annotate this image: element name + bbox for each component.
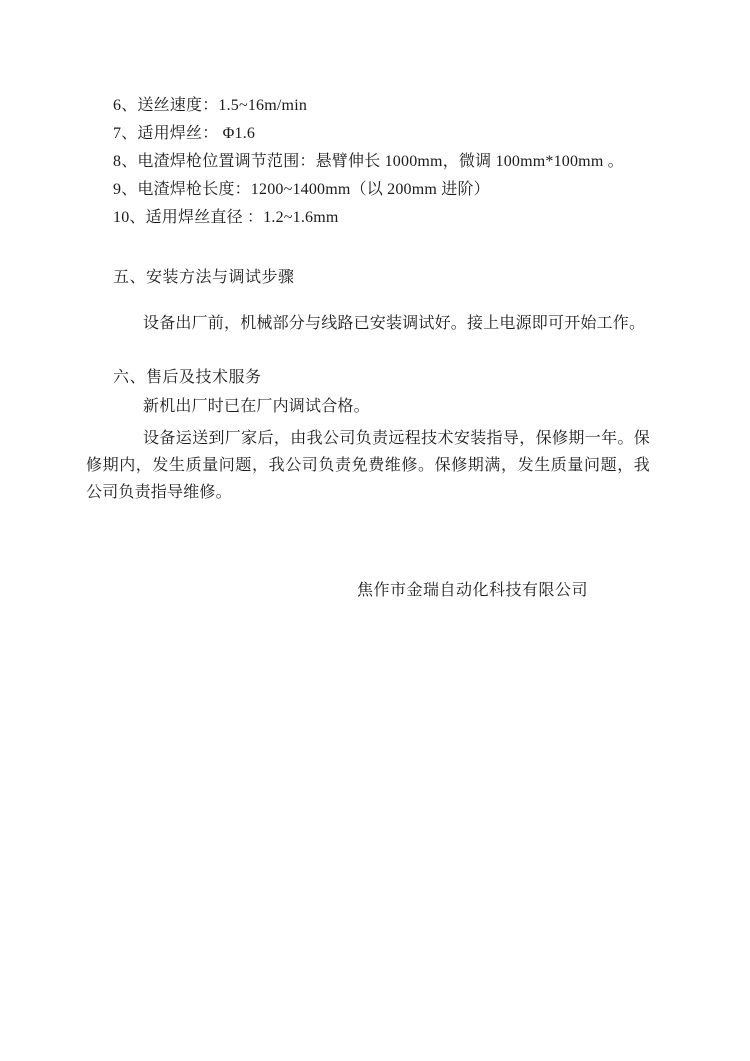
spec-item-applicable-wire: 7、适用焊丝： Φ1.6	[113, 125, 256, 142]
spec-item-gun-length: 9、电渣焊枪长度：1200~1400mm（以 200mm 进阶）	[113, 181, 490, 198]
section-heading-service: 六、售后及技术服务	[113, 369, 262, 386]
company-signature: 焦作市金瑞自动化科技有限公司	[357, 582, 589, 599]
service-paragraph-warranty: 设备运送到厂家后，由我公司负责远程技术安装指导，保修期一年。保修期内，发生质量问题，我公司负责免费维修。保修期满，发生质量问题，我公司负责指导维修。	[86, 430, 650, 501]
install-paragraph: 设备出厂前，机械部分与线路已安装调试好。接上电源即可开始工作。	[143, 315, 646, 332]
spec-item-wire-feed-speed: 6、送丝速度：1.5~16m/min	[113, 97, 308, 114]
spec-item-gun-position-range: 8、电渣焊枪位置调节范围：悬臂伸长 1000mm，微调 100mm*100mm 。	[113, 153, 624, 170]
spec-list	[86, 92, 650, 232]
section-heading-install: 五、安装方法与调试步骤	[113, 269, 295, 286]
spec-item-wire-diameter: 10、适用焊丝直径 ：1.2~1.6mm	[113, 209, 339, 226]
service-paragraph-factory-test: 新机出厂时已在厂内调试合格。	[143, 398, 370, 415]
